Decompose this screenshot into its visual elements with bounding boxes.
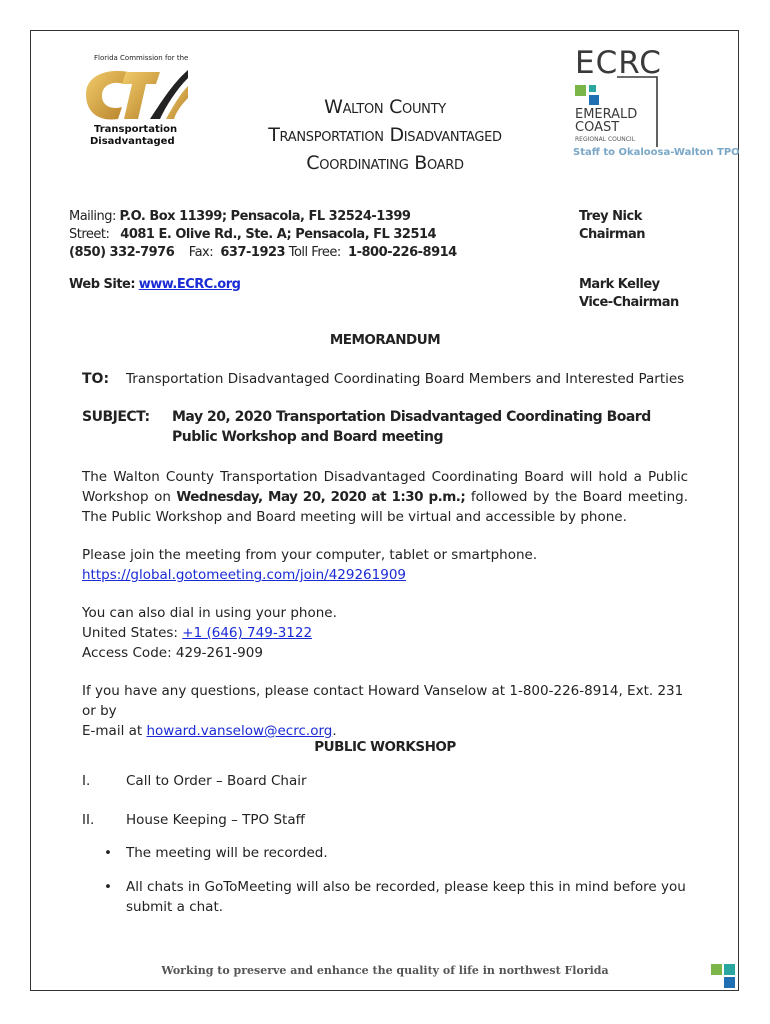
agenda-item-1-text: Call to Order – Board Chair bbox=[126, 773, 307, 789]
footer-ecrc-squares-icon bbox=[710, 962, 738, 990]
email-link[interactable]: howard.vanselow@ecrc.org bbox=[146, 723, 333, 739]
tollfree-value: 1-800-226-8914 bbox=[348, 245, 457, 260]
subject-label: SUBJECT: bbox=[82, 409, 150, 425]
board-title-line-2: Transportation Disadvantaged bbox=[268, 124, 502, 146]
paragraph-questions bbox=[82, 681, 688, 741]
questions-line-2 bbox=[82, 721, 688, 741]
mailing-label: Mailing: bbox=[69, 209, 116, 224]
p1-text-a: The Walton County Transportation Disadvantaged Coordinating Board will hold a Public Workshop on bbox=[82, 469, 688, 505]
chair-name: Trey Nick bbox=[579, 209, 642, 224]
ctd-logo-line1: Transportation bbox=[94, 124, 178, 135]
ctd-logo bbox=[80, 54, 190, 149]
memo-heading: MEMORANDUM bbox=[329, 332, 441, 348]
tollfree-label: Toll Free: bbox=[288, 245, 341, 260]
us-phone-link[interactable]: +1 (646) 749-3122 bbox=[182, 625, 313, 641]
bullet-1-marker: • bbox=[104, 845, 112, 861]
board-title-line-3: Coordinating Board bbox=[306, 152, 464, 174]
workshop-heading: PUBLIC WORKSHOP bbox=[314, 739, 456, 755]
board-title-line-1: Walton County bbox=[324, 96, 446, 118]
chair-title: Chairman bbox=[579, 227, 646, 242]
email-period: . bbox=[332, 723, 337, 739]
p1-text-b: followed by the Board meeting. The bbox=[82, 489, 688, 525]
ecrc-line2: COAST bbox=[575, 120, 620, 135]
ecrc-logo bbox=[573, 45, 740, 163]
vice-chair-title: Vice-Chairman bbox=[579, 295, 679, 310]
to-value: Transportation Disadvantaged Coordinating Board Members and Interested Parties bbox=[126, 371, 685, 387]
p1-date-bold: Wednesday, May 20, 2020 at 1:30 p.m.; bbox=[176, 489, 466, 505]
dial-in-instructions: You can also dial in using your phone. bbox=[82, 605, 337, 621]
mailing-value: P.O. Box 11399; Pensacola, FL 32524-1399 bbox=[119, 209, 411, 224]
website-line bbox=[69, 277, 240, 292]
ecrc-tagline: Staff to Okaloosa-Walton TPO bbox=[573, 147, 740, 158]
join-instructions: Please join the meeting from your computer, tablet or smartphone. bbox=[82, 547, 538, 563]
street-value: 4081 E. Olive Rd., Ste. A; Pensacola, FL 32514 bbox=[120, 227, 437, 242]
agenda-item-1-number: I. bbox=[82, 773, 91, 789]
ecrc-line3: REGIONAL COUNCIL bbox=[575, 136, 636, 143]
website-label: Web Site: bbox=[69, 277, 136, 292]
access-code: Access Code: 429-261-909 bbox=[82, 645, 263, 661]
us-phone-line bbox=[82, 623, 688, 643]
p1-text-c: Public Workshop and Board meeting will be virtual and accessible by phone. bbox=[111, 509, 627, 525]
paragraph-dial-in bbox=[82, 603, 688, 663]
email-label: E-mail at bbox=[82, 723, 143, 739]
paragraph-meeting-notice bbox=[82, 467, 688, 527]
street-label: Street: bbox=[69, 227, 110, 242]
agenda-item-2-text: House Keeping – TPO Staff bbox=[126, 812, 305, 828]
website-link[interactable]: www.ECRC.org bbox=[138, 277, 241, 292]
us-phone-label: United States: bbox=[82, 625, 178, 641]
fax-value: 637-1923 bbox=[220, 245, 286, 260]
ecrc-acronym: ECRC bbox=[575, 45, 662, 81]
mailing-line bbox=[69, 209, 410, 224]
bullet-2-text-continued: submit a chat. bbox=[126, 899, 224, 915]
paragraph-join-online bbox=[82, 545, 688, 585]
bullet-1-text: The meeting will be recorded. bbox=[126, 845, 328, 861]
ctd-logo-top-text: Florida Commission for the bbox=[94, 54, 189, 62]
bullet-2-marker: • bbox=[104, 879, 112, 895]
vice-chair-name: Mark Kelley bbox=[579, 277, 660, 292]
phone-line bbox=[69, 245, 457, 260]
footer-tagline: Working to preserve and enhance the quality of life in northwest Florida bbox=[161, 964, 609, 977]
to-label: TO: bbox=[82, 371, 110, 387]
questions-line-1: If you have any questions, please contact Howard Vanselow at 1-800-226-8914, Ext. 231 or by bbox=[82, 683, 684, 719]
ctd-logo-graphic bbox=[80, 64, 190, 124]
street-line bbox=[69, 227, 436, 242]
phone-value: (850) 332-7976 bbox=[69, 245, 175, 260]
bullet-2-text: All chats in GoToMeeting will also be recorded, please keep this in mind before you bbox=[126, 879, 686, 895]
subject-line-2: Public Workshop and Board meeting bbox=[172, 429, 444, 445]
fax-label: Fax: bbox=[188, 245, 214, 260]
ecrc-line1: EMERALD bbox=[575, 107, 638, 122]
ctd-logo-line2: Disadvantaged bbox=[90, 136, 175, 147]
agenda-item-2-number: II. bbox=[82, 812, 95, 828]
subject-line-1: May 20, 2020 Transportation Disadvantaged Coordinating Board bbox=[172, 409, 651, 425]
gotomeeting-link[interactable]: https://global.gotomeeting.com/join/429261909 bbox=[82, 567, 407, 583]
